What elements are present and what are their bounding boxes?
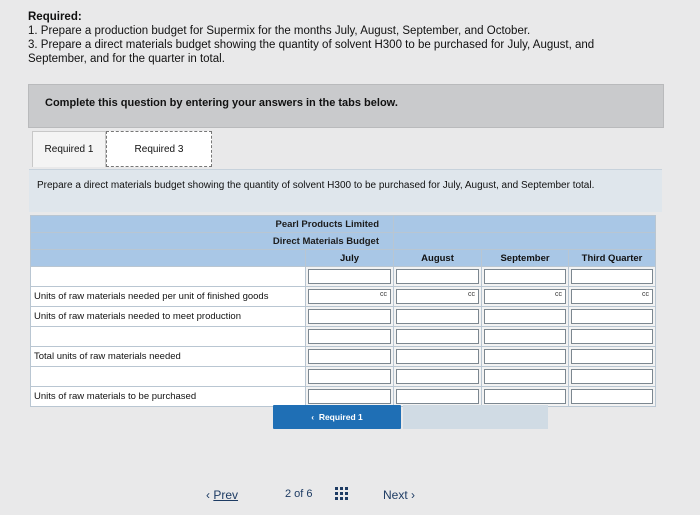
input-production-quarter[interactable] — [571, 309, 653, 324]
instruction-box — [29, 169, 662, 212]
direct-materials-budget-table — [30, 215, 656, 407]
company-name: Pearl Products Limited — [31, 216, 394, 233]
next-page-link[interactable] — [383, 488, 415, 502]
input-production-july[interactable] — [308, 309, 391, 324]
prev-page-link[interactable] — [206, 488, 238, 502]
input-blank-july[interactable] — [308, 269, 391, 284]
input-per-unit-august[interactable]: cc — [396, 289, 479, 304]
input-row5-quarter[interactable] — [571, 369, 653, 384]
chevron-left-icon: ‹ — [311, 412, 315, 422]
next-tab-button-disabled — [403, 405, 548, 429]
page-indicator: 2 of 6 — [285, 488, 313, 500]
input-per-unit-quarter[interactable]: cc — [571, 289, 653, 304]
tab-required-3[interactable]: Required 3 — [106, 131, 212, 167]
question-banner — [28, 84, 664, 128]
required-line-2: 3. Prepare a direct materials budget showing the quantity of solvent H300 to be purchased for July, August, and — [28, 39, 595, 51]
row-label[interactable] — [31, 367, 306, 387]
grid-icon[interactable] — [335, 487, 349, 501]
required-instructions — [28, 10, 594, 66]
column-header-august: August — [394, 250, 482, 267]
next-label: Next — [383, 488, 408, 502]
input-blank-quarter[interactable] — [571, 269, 653, 284]
prev-tab-button[interactable] — [273, 405, 401, 429]
input-row3-july[interactable] — [308, 329, 391, 344]
row-label: Units of raw materials needed to meet production — [31, 307, 306, 327]
required-line-3: September, and for the quarter in total. — [28, 53, 225, 65]
input-row3-quarter[interactable] — [571, 329, 653, 344]
row-label[interactable] — [31, 327, 306, 347]
input-total-july[interactable] — [308, 349, 391, 364]
input-total-quarter[interactable] — [571, 349, 653, 364]
input-row5-july[interactable] — [308, 369, 391, 384]
input-blank-september[interactable] — [484, 269, 566, 284]
column-header-third-quarter: Third Quarter — [569, 250, 656, 267]
row-label: Units of raw materials to be purchased — [31, 387, 306, 407]
input-total-august[interactable] — [396, 349, 479, 364]
input-purchased-quarter[interactable] — [571, 389, 653, 404]
banner-text: Complete this question by entering your answers in the tabs below. — [45, 97, 398, 109]
input-per-unit-july[interactable]: cc — [308, 289, 391, 304]
input-purchased-september[interactable] — [484, 389, 566, 404]
tab-required-1[interactable]: Required 1 — [32, 131, 106, 167]
instruction-text: Prepare a direct materials budget showing the quantity of solvent H300 to be purchased for July, August, and September total. — [37, 180, 595, 191]
input-row5-september[interactable] — [484, 369, 566, 384]
row-label: Units of raw materials needed per unit of finished goods — [31, 287, 306, 307]
input-production-august[interactable] — [396, 309, 479, 324]
input-production-september[interactable] — [484, 309, 566, 324]
required-line-1: 1. Prepare a production budget for Supermix for the months July, August, September, and October. — [28, 25, 531, 37]
input-blank-august[interactable] — [396, 269, 479, 284]
input-purchased-august[interactable] — [396, 389, 479, 404]
column-header-july: July — [306, 250, 394, 267]
prev-tab-label: Required 1 — [318, 412, 363, 422]
input-row5-august[interactable] — [396, 369, 479, 384]
chevron-right-icon: › — [411, 488, 416, 502]
input-total-september[interactable] — [484, 349, 566, 364]
required-heading: Required: — [28, 11, 82, 23]
row-label: Total units of raw materials needed — [31, 347, 306, 367]
column-header-september: September — [482, 250, 569, 267]
budget-title: Direct Materials Budget — [31, 233, 394, 250]
input-purchased-july[interactable] — [308, 389, 391, 404]
prev-label: Prev — [213, 488, 239, 502]
input-row3-august[interactable] — [396, 329, 479, 344]
input-row3-september[interactable] — [484, 329, 566, 344]
input-per-unit-september[interactable]: cc — [484, 289, 566, 304]
chevron-left-icon: ‹ — [206, 488, 210, 502]
